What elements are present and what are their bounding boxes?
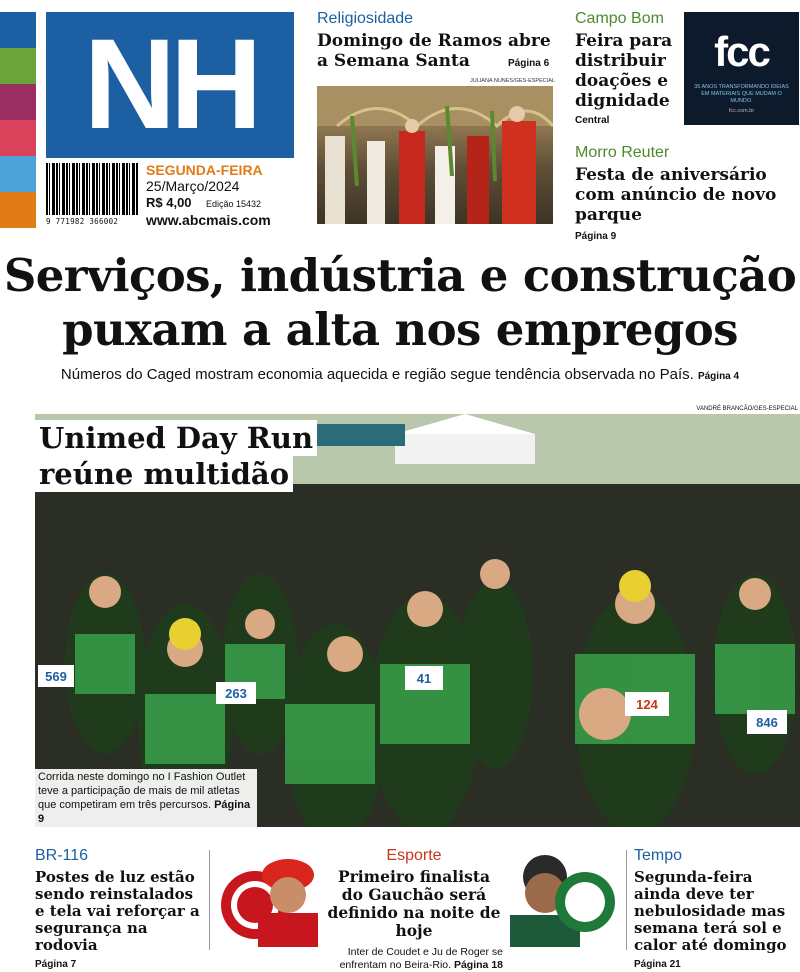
fcc-url: fcc.com.br <box>728 108 755 114</box>
logo-text: NH <box>83 13 257 156</box>
barcode-number: 9 771982 366002 <box>46 217 119 226</box>
teaser-caption <box>325 946 503 972</box>
issue-date: 25/Março/2024 <box>146 178 240 194</box>
teaser-kicker: Tempo <box>634 847 683 864</box>
newspaper-logo[interactable] <box>46 12 294 158</box>
bib-3: 41 <box>416 671 432 686</box>
teaser-kicker: Morro Reuter <box>575 144 670 161</box>
color-strip <box>0 12 36 228</box>
teaser-kicker: Religiosidade <box>317 10 414 27</box>
photo-title-line1: Unimed Day Run <box>35 420 317 456</box>
main-subhead <box>0 366 800 383</box>
palm-sunday-photo[interactable] <box>317 86 553 224</box>
teaser-headline: Feira para distribuir doações e dignidade <box>575 31 673 111</box>
main-headline[interactable] <box>0 249 800 357</box>
teaser-headline: Festa de aniversário com anúncio de novo parque <box>575 165 777 225</box>
teaser-campo-bom[interactable] <box>575 10 675 126</box>
site-link[interactable]: www.abcmais.com <box>146 212 271 228</box>
bib-2: 263 <box>225 686 247 701</box>
teaser-br116[interactable] <box>35 847 205 970</box>
teaser-headline: Segunda-feira ainda deve ter nebulosidade mas semana terá sol e calor até domingo <box>634 868 787 954</box>
teaser-headline: Primeiro finalista do Gauchão será definido na noite de hoje <box>327 867 501 940</box>
teaser-section: Central <box>575 115 610 126</box>
main-headline-line2: puxam a alta nos empregos <box>62 303 738 356</box>
teaser-headline: Postes de luz estão sendo reinstalados e tela vai reforçar a segurança na rodovia <box>35 868 200 954</box>
issue-info <box>146 162 271 228</box>
photo-caption-text: Corrida neste domingo no I Fashion Outlet teve a participação de mais de mil atletas que competiram em três percursos. <box>38 771 246 811</box>
teaser-kicker: Campo Bom <box>575 10 664 27</box>
teaser-page: Página 18 <box>453 959 503 971</box>
main-headline-line1: Serviços, indústria e construção <box>3 249 797 302</box>
teaser-esporte-text <box>325 847 503 972</box>
photo-title-line2: reúne multidão <box>35 456 293 492</box>
issue-edition: Edição 15432 <box>206 199 262 209</box>
photo-title <box>35 420 317 492</box>
photo-caption-page: Página 9 <box>38 799 251 825</box>
teaser-headline: Domingo de Ramos abre a Semana Santa <box>317 31 551 71</box>
issue-price: R$ 4,00 <box>146 195 192 210</box>
divider <box>626 850 627 950</box>
fcc-logo: fcc <box>714 28 769 75</box>
barcode <box>46 163 138 229</box>
teaser-page: Página 9 <box>575 231 617 242</box>
issue-day: SEGUNDA-FEIRA <box>146 162 263 178</box>
photo-caption <box>35 769 257 827</box>
bib-5: 846 <box>756 715 778 730</box>
teaser-kicker: BR-116 <box>35 847 89 864</box>
bib-4: 124 <box>636 697 658 712</box>
teaser-page: Página 6 <box>508 58 550 69</box>
main-subhead-text: Números do Caged mostram economia aquecida e região segue tendência observada no País. <box>60 366 694 383</box>
bib-1: 569 <box>45 669 67 684</box>
teaser-tempo[interactable] <box>634 847 800 970</box>
teaser-kicker: Esporte <box>386 847 442 864</box>
fcc-tagline: 35 ANOS TRANSFORMANDO IDEIAS EM MATERIAIS QUE MUDAM O MUNDO. <box>694 84 789 104</box>
esporte-caption-text: Inter de Coudet e Ju de Roger se enfrentam no Beira-Rio. <box>339 946 503 971</box>
teaser-page: Página 7 <box>35 959 77 970</box>
church-scene-illustration <box>317 86 553 224</box>
fcc-advertisement[interactable] <box>684 12 799 125</box>
main-page: Página 4 <box>697 371 740 382</box>
teaser-morro-reuter[interactable] <box>575 144 800 242</box>
photo-credit: VANDRÉ BRANCÃO/GES-ESPECIAL <box>696 406 798 412</box>
photo-credit: JULIANA NUNES/GES-ESPECIAL <box>470 78 555 84</box>
teaser-page: Página 21 <box>634 959 681 970</box>
